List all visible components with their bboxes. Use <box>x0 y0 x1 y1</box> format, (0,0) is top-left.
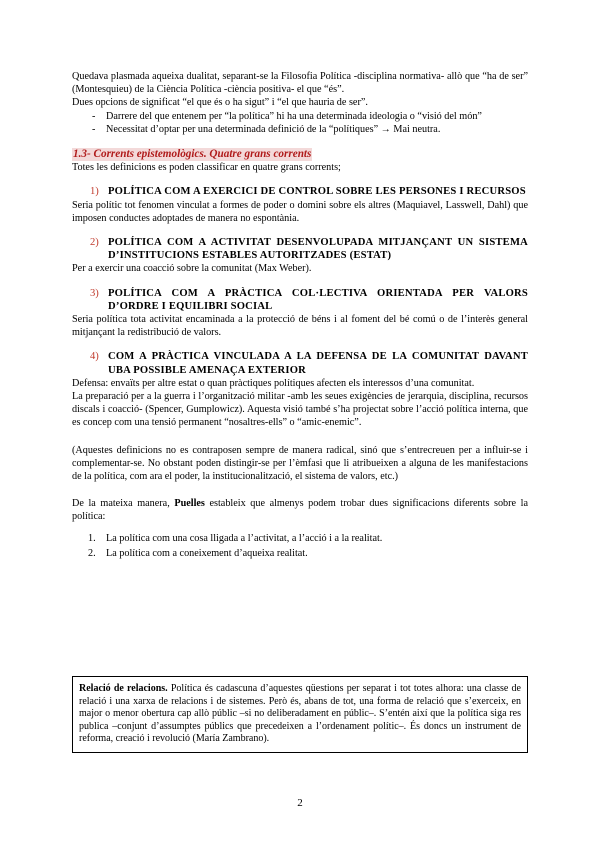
current-body-extra: La preparació per a la guerra i l’organització militar -amb les seues exigències de jerarquia, disciplina, recursos discals i coacció- (Spencer, Gumplowicz). Aquesta visió també s’ha projectat sobre l’acció política interna, que es concep com una tensió permanent “nosaltres-ells” o “amic-enemic”. <box>72 391 528 429</box>
section-intro: Totes les definicions es poden classificar en quatre grans corrents; <box>72 162 341 174</box>
current-title: POLÍTICA COM A ACTIVITAT DESENVOLUPADA MITJANÇANT UN SISTEMA D’INSTITUCIONS ESTABLES AUTORITZADES (ESTAT) <box>108 237 528 262</box>
current-heading-3 <box>72 287 528 313</box>
current-number: 3) <box>90 287 99 299</box>
current-body: Per a exercir una coacció sobre la comunitat (Max Weber). <box>72 263 312 275</box>
puelles-post: estableix que almenys podem trobar dues significacions diferents sobre la política: <box>72 498 528 523</box>
current-title: POLÍTICA COM A EXERCICI DE CONTROL SOBRE LES PERSONES I RECURSOS <box>108 186 526 198</box>
puelles-list <box>72 532 528 560</box>
page-number: 2 <box>297 797 303 809</box>
note-paragraph: (Aquestes definicions no es contraposen sempre de manera radical, sinó que s’entrecreuen per a influir-se i complementar-se. No obstant poden distingir-se per l’èmfasi que li atribueixen a alguna de les manifestacions de la política, com ara el poder, la institucionalització, el sistema de valors, etc.) <box>72 444 528 483</box>
list-text: La política com una cosa lligada a l’activitat, a l’acció i a la realitat. <box>106 532 383 544</box>
current-number: 4) <box>90 351 99 363</box>
current-body: Seria polític tot fenomen vinculat a formes de poder o domini sobre els altres (Maquiavel, Lasswell, Dahl) que imposen conductes adoptades de manera no espontània. <box>72 199 528 224</box>
intro-bullets <box>72 110 528 136</box>
current-number: 2) <box>90 237 99 249</box>
list-number: 1. <box>88 532 96 544</box>
list-number: 2. <box>88 547 96 559</box>
relations-box <box>72 676 528 753</box>
current-title: COM A PRÀCTICA VINCULADA A LA DEFENSA DE LA COMUNITAT DAVANT UBA POSSIBLE AMENAÇA EXTERIOR <box>108 351 528 376</box>
list-text: La política com a coneixement d’aqueixa realitat. <box>106 547 308 559</box>
puelles-name: Puelles <box>174 498 205 510</box>
list-item <box>72 532 528 545</box>
bullet-item: - Necessitat d’optar per una determinada definició de la “polítiques” → Mai neutra. <box>72 123 528 136</box>
current-number: 1) <box>90 186 99 198</box>
section-heading: 1.3- Corrents epistemològics. Quatre grans corrents <box>73 148 312 161</box>
current-heading-4 <box>72 350 528 376</box>
document-body <box>72 70 528 562</box>
current-body: Defensa: envaïts per altre estat o quan pràctiques polítiques afecten els interessos d’una comunitat. <box>72 377 475 389</box>
bullet-item: - Darrere del que entenem per “la política” hi ha una determinada ideologia o “visió del món” <box>72 110 528 123</box>
list-item <box>72 547 528 560</box>
puelles-paragraph <box>72 497 528 523</box>
intro-options: Dues opcions de significat “el que és o ha sigut” i “el que hauria de ser”. <box>72 97 368 109</box>
box-lead: Relació de relacions. <box>79 683 168 694</box>
intro-paragraph: Quedava plasmada aqueixa dualitat, separant-se la Filosofia Política -disciplina normativa- allò que “ha de ser” (Montesquieu) de la Ciència Política -ciència positiva- el que “és”. <box>72 71 528 96</box>
puelles-pre: De la mateixa manera, <box>72 498 175 510</box>
box-text: Política és cadascuna d’aquestes qüestions per separat i tot totes alhora: una classe de relació i una xarxa de relacions i de sistemes. Però és, abans de tot, una forma de relació que s’exerceix, en major o menor obertura cap allò públic –si no deliberadament en públic–. S’entén així que la política siga res publica –conjunt d’assumptes públics que precedeixen a l’ordenament polític–. És doncs un instrument de reforma, creació i revolució (María Zambrano). <box>79 683 521 745</box>
current-heading-2 <box>72 236 528 262</box>
current-title: POLÍTICA COM A PRÀCTICA COL·LECTIVA ORIENTADA PER VALORS D’ORDRE I EQUILIBRI SOCIAL <box>108 287 528 312</box>
current-heading-1 <box>72 185 528 198</box>
current-body: Seria política tota activitat encaminada a la protecció de béns i al foment del bé comú o de l’interès general mitjançant la redistribució de valors. <box>72 314 528 339</box>
